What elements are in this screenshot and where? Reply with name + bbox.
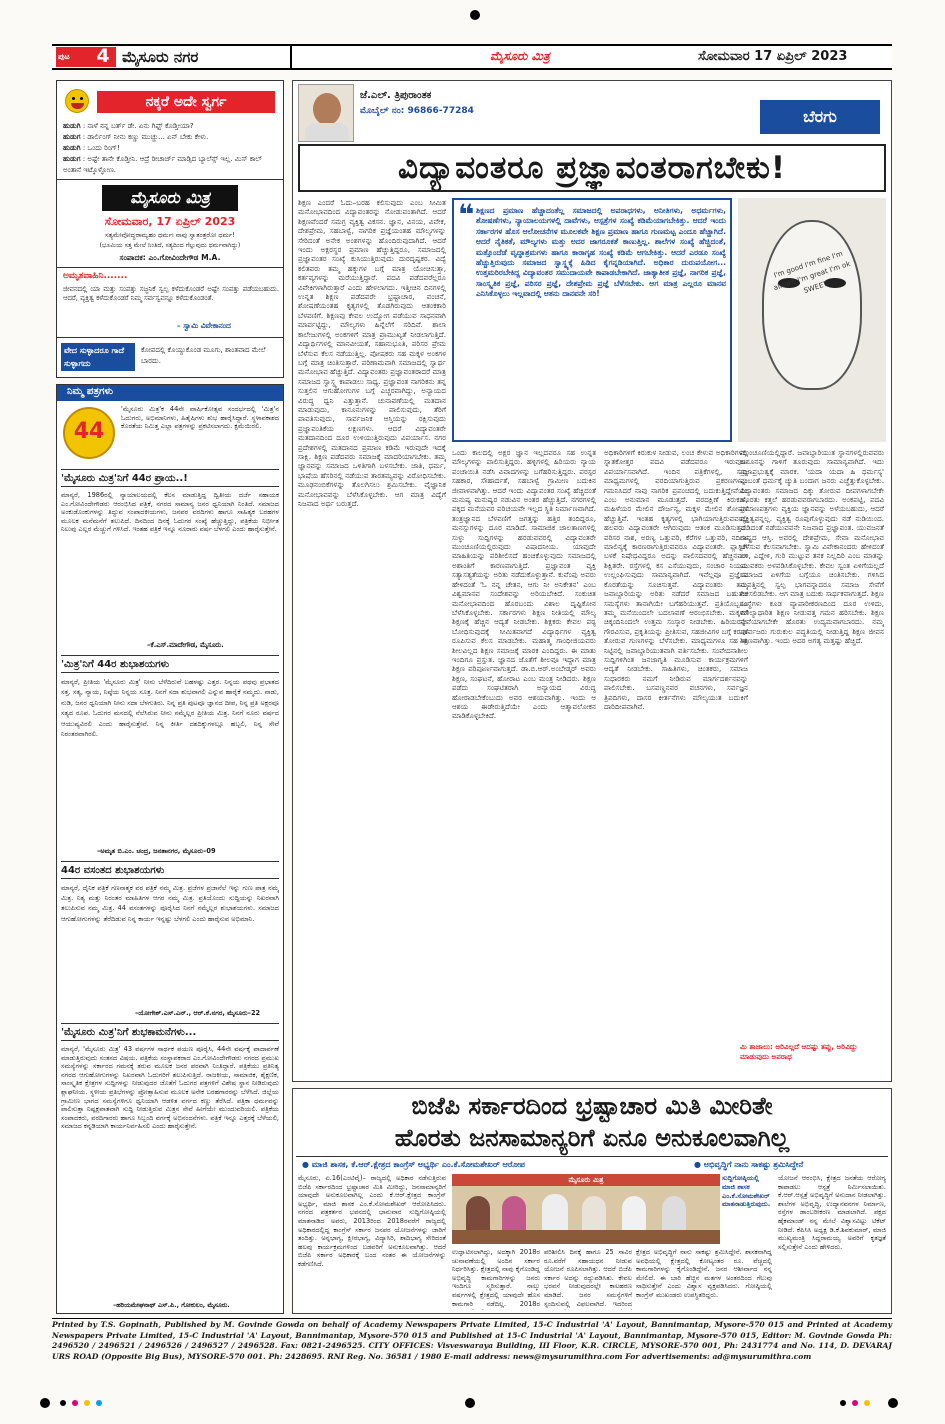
photo-banner: ಮೈಸೂರು ಮಿತ್ರ bbox=[452, 1174, 720, 1186]
letter-1-title: 'ಮೈಸೂರು ಮಿತ್ರ'ನಿಗೆ 44ರ ಪ್ರಾಯ..! bbox=[61, 469, 279, 487]
letters-section bbox=[56, 384, 284, 1314]
news-text-1: ಮೈಸೂರು, ಏ.16(ಎಂಟಿವೈ)– ರಾಜ್ಯದಲ್ಲಿ ಅಧಿಕಾರ ನಡೆಸುತ್ತಿರುವ ಬಿಜೆಪಿ ಸರ್ಕಾರದಿಂದ ಭ್ರಷ್ಟಾಚಾರ ಮಿತಿ ಮೀರಿದ್ದು, ಜನಸಾಮಾನ್ಯರಿಗೆ ಯಾವುದೇ ಅನುಕೂಲವಾಗಿಲ್ಲ ಎಂದು ಕೆ.ಆರ್.ಕ್ಷೇತ್ರದ ಕಾಂಗ್ರೆಸ್ ಅಭ್ಯರ್ಥಿ, ಮಾಜಿ ಶಾಸಕ ಎಂ.ಕೆ.ಸೋಮಶೇಖರ್ ಆರೋಪಿಸಿದರು. ನಗರದ ಪತ್ರಕರ್ತರ ಭವನದಲ್ಲಿ ಭಾನುವಾರ ಸುದ್ದಿಗೋಷ್ಠಿಯಲ್ಲಿ ಮಾತನಾಡಿದ ಅವರು, 2013ರಿಂದ 2018ರವರೆಗೆ ರಾಜ್ಯದಲ್ಲಿ ಅಧಿಕಾರದಲ್ಲಿದ್ದ ಕಾಂಗ್ರೆಸ್ ಸರ್ಕಾರ ಜನಪರ ಯೋಜನೆಗಳನ್ನು ಜಾರಿಗೆ ತಂದಿತ್ತು. ಅನ್ನಭಾಗ್ಯ, ಕ್ಷೀರಭಾಗ್ಯ, ವಿದ್ಯಾಸಿರಿ, ಶಾದಿಭಾಗ್ಯ ಸೇರಿದಂತೆ ಹಲವು ಕಾರ್ಯಕ್ರಮಗಳಿಂದ ಬಡವರಿಗೆ ಅನುಕೂಲವಾಗಿತ್ತು. ಆದರೆ ಬಿಜೆಪಿ ಸರ್ಕಾರ ಅಧಿಕಾರಕ್ಕೆ ಬಂದ ನಂತರ ಈ ಯೋಜನೆಗಳನ್ನು ಕಡೆಗಣಿಸಿದೆ. bbox=[298, 1174, 446, 1268]
quote-heading: ಅಮೃತವಾಹಿನಿ....... bbox=[63, 271, 128, 281]
header-date: ಸೋಮವಾರ 17 ಏಪ್ರಿಲ್ 2023 bbox=[698, 49, 848, 64]
mask-illustration bbox=[738, 198, 886, 442]
letter-4-body: ಮಾನ್ಯರೆ, 'ಮೈಸೂರು ಮಿತ್ರ' 43 ವರ್ಷಗಳ ಸಾರ್ಥಕ ಪಯಣ ಪೂರೈಸಿ, 44ನೇ ವರ್ಷಕ್ಕೆ ಪಾದಾರ್ಪಣೆ ಮಾಡುತ್ತಿರುವುದು ಸಂತಸದ ವಿಷಯ. ಪತ್ರಿಕೆಯ ಸಂಸ್ಥಾಪಕರಾದ ಎಂ.ಗೋವಿಂದೇಗೌಡರು ನಗರದ ಪ್ರಮುಖ ಸಮಸ್ಯೆಗಳನ್ನು ಸರ್ಕಾರದ ಗಮನಕ್ಕೆ ತರುವ ಮೂಲಕ ಜನರ ಪರವಾಗಿ ನಿಂತಿದ್ದಾರೆ. ಪತ್ರಿಕೆಯು ಪ್ರತಿನಿತ್ಯ ನಗರದ ಆಗುಹೋಗುಗಳನ್ನು ನಿಖರವಾಗಿ ಓದುಗರಿಗೆ ತಲುಪಿಸುತ್ತಿದೆ. ರಾಜಕೀಯ, ಸಾಮಾಜಿಕ, ಶೈಕ್ಷಣಿಕ, ಸಾಂಸ್ಕೃತಿಕ ಕ್ಷೇತ್ರಗಳ ಸುದ್ದಿಗಳನ್ನು ನೀಡುವುದರ ಜೊತೆಗೆ ಓದುಗರ ಪತ್ರಗಳಿಗೆ ವಿಶೇಷ ಸ್ಥಾನ ನೀಡಿರುವುದು ಶ್ಲಾಘನೀಯ. ಸ್ಥಳೀಯ ಪ್ರತಿಭೆಗಳನ್ನು ಪ್ರೋತ್ಸಾಹಿಸುವ ಮೂಲಕ ಅನೇಕ ಬರಹಗಾರರನ್ನು ಬೆಳೆಸಿದೆ. ಜಿಲ್ಲೆಯ ಗ್ರಾಮೀಣ ಭಾಗದ ಸಮಸ್ಯೆಗಳಿಗೂ ಧ್ವನಿಯಾಗಿ ಆಡಳಿತ ವರ್ಗದ ಕಣ್ಣು ತೆರೆಸಿದೆ. ಪತ್ರಿಕಾ ಧರ್ಮವನ್ನು ಪಾಲಿಸುತ್ತಾ ನಿಷ್ಪಕ್ಷಪಾತವಾಗಿ ಸುದ್ದಿ ನೀಡುತ್ತಿರುವ ಮಿತ್ರನ ಸೇವೆ ಹೀಗೆಯೇ ಮುಂದುವರಿಯಲಿ. ಪತ್ರಿಕೆಯ ಸಂಪಾದಕರು, ವರದಿಗಾರರು ಹಾಗೂ ಸಿಬ್ಬಂದಿ ವರ್ಗಕ್ಕೆ ಅಭಿನಂದನೆಗಳು. ಪತ್ರಿಕೆ ಇನ್ನೂ ಎತ್ತರಕ್ಕೆ ಬೆಳೆಯಲಿ, ಸಮಾಜದ ಕನ್ನಡಿಯಾಗಿ ಕಾರ್ಯನಿರ್ವಹಿಸಲಿ ಎಂದು ಹಾರೈಸುತ್ತೇನೆ. bbox=[61, 1045, 279, 1131]
laughing-face-icon bbox=[65, 89, 89, 113]
news-subhead-2: ● ಅಭಿವೃದ್ಧಿಗೆ ನಾನು ಸಾಕಷ್ಟು ಶ್ರಮಿಸಿದ್ದೇನೆ bbox=[694, 1160, 804, 1169]
letters-heading: ನಿಮ್ಮ ಪತ್ರಗಳು bbox=[67, 386, 114, 397]
color-registration-strip bbox=[40, 1396, 905, 1410]
logo-date: ಸೋಮವಾರ, 17 ಏಪ್ರಿಲ್ 2023 bbox=[104, 215, 236, 228]
author-mobile: ಮೊಬೈಲ್ ನಂ: 96866-77284 bbox=[360, 106, 474, 116]
joke-line: ಹುಡುಗ : ಅಷ್ಟೇ ತಾನೇ ಕೊಡ್ತೀನಿ. ಆದ್ರೆ ರೀಚಾರ್ಜ್ ಮಾಡ್ಸಿದ ಬ್ಯಾಲೆನ್ಸ್ ಇಲ್ಲ. ಮಿಸ್ ಕಾಲ್ ಅಂತಾನೆ ಇಟ್ಕೊಳ್ಳೋಣ. bbox=[63, 155, 263, 174]
column-text-1: ಶಿಕ್ಷಣ ಎಂದರೆ ಓದು–ಬರಹ ಕಲಿಸುವುದು ಎಂಬ ಸೀಮಿತ ಮನೋಭಾವದಿಂದ ವಿದ್ಯಾವಂತರನ್ನು ನೋಡುವಂತಾಗಿದೆ. ಆದರೆ ಶಿಕ್ಷಣವೆಂದರೆ ಸಮಗ್ರ ವ್ಯಕ್ತಿತ್ವ ವಿಕಸನ. ಜ್ಞಾನ, ವಿನಯ, ವಿವೇಕ, ದೇಶಪ್ರೇಮ, ಸಹಬಾಳ್ವೆ, ನಾಗರಿಕ ಪ್ರಜ್ಞೆಯಂತಹ ಮೌಲ್ಯಗಳನ್ನು ಸೇರಿದಂತೆ ಅನೇಕ ಅಂಶಗಳನ್ನು ಹೊಂದಿರುವುದಾಗಿದೆ. ಆದರೆ ಇಂದು ಅಕ್ಷರಸ್ಥರ ಪ್ರಮಾಣ ಹೆಚ್ಚುತ್ತಿದ್ದರೂ, ಸಮಾಜದಲ್ಲಿ ಪ್ರಜ್ಞಾವಂತರ ಸಂಖ್ಯೆ ಕುಸಿಯುತ್ತಿರುವುದು ದುರದೃಷ್ಟಕರ. ವಿದ್ಯೆ ಕಲಿತವರು ತಮ್ಮ ಹಕ್ಕುಗಳ ಬಗ್ಗೆ ಮಾತ್ರ ಯೋಚಿಸುತ್ತಾ, ಕರ್ತವ್ಯಗಳನ್ನು ಮರೆಯುತ್ತಿದ್ದಾರೆ. ಪದವಿ ಪಡೆದವರೆಲ್ಲರೂ ವಿವೇಕಿಗಳಾಗಿರುತ್ತಾರೆ ಎಂದು ಹೇಳಲಾಗದು. ಇತ್ತೀಚಿನ ದಿನಗಳಲ್ಲಿ ಉನ್ನತ ಶಿಕ್ಷಣ ಪಡೆದವರೇ ಭ್ರಷ್ಟಾಚಾರ, ವಂಚನೆ, ಶೋಷಣೆಯಂತಹ ಕೃತ್ಯಗಳಲ್ಲಿ ತೊಡಗಿರುವುದು ಆತಂಕಕಾರಿ ಬೆಳವಣಿಗೆ. ಶಿಕ್ಷಣವು ಕೇವಲ ಉದ್ಯೋಗ ಪಡೆಯುವ ಸಾಧನವಾಗಿ ಮಾರ್ಪಟ್ಟಿದ್ದು, ಮೌಲ್ಯಗಳು ಹಿನ್ನೆಲೆಗೆ ಸರಿದಿವೆ. ಶಾಲಾ ಕಾಲೇಜುಗಳಲ್ಲಿ ಅಂಕಗಳಿಗೆ ಮಾತ್ರ ಪ್ರಾಮುಖ್ಯತೆ ನೀಡಲಾಗುತ್ತಿದೆ. ವಿದ್ಯಾರ್ಥಿಗಳಲ್ಲಿ ಮಾನವೀಯತೆ, ಸಹಾನುಭೂತಿ, ಪರಿಸರ ಪ್ರೇಮ ಬೆಳೆಸುವ ಕೆಲಸ ನಡೆಯುತ್ತಿಲ್ಲ. ಪೋಷಕರು ಸಹ ಮಕ್ಕಳ ಅಂಕಗಳ ಬಗ್ಗೆ ಮಾತ್ರ ಚಿಂತಿಸುತ್ತಾರೆ. ಪರಿಣಾಮವಾಗಿ ಸಮಾಜದಲ್ಲಿ ಸ್ವಾರ್ಥ ಮನೋಭಾವ ಹೆಚ್ಚುತ್ತಿದೆ. ವಿದ್ಯಾವಂತರು ಪ್ರಜ್ಞಾವಂತರಾದರೆ ಮಾತ್ರ ಸಮಾಜದ ಸ್ವಾಸ್ಥ್ಯ ಕಾಪಾಡಲು ಸಾಧ್ಯ. ಪ್ರಜ್ಞಾವಂತ ನಾಗರಿಕನು ತನ್ನ ಸುತ್ತಲಿನ ಆಗುಹೋಗುಗಳ ಬಗ್ಗೆ ಎಚ್ಚರವಾಗಿದ್ದು, ಅನ್ಯಾಯದ ವಿರುದ್ಧ ಧ್ವನಿ ಎತ್ತುತ್ತಾನೆ. ಚುನಾವಣೆಯಲ್ಲಿ ಮತದಾನ ಮಾಡುವುದು, ಕಾನೂನುಗಳನ್ನು ಪಾಲಿಸುವುದು, ತೆರಿಗೆ ಪಾವತಿಸುವುದು, ಸಾರ್ವಜನಿಕ ಆಸ್ತಿಯನ್ನು ರಕ್ಷಿಸುವುದು ಪ್ರಜ್ಞಾವಂತಿಕೆಯ ಲಕ್ಷಣಗಳು. ಆದರೆ ವಿದ್ಯಾವಂತರೇ ಮತದಾನದಿಂದ ದೂರ ಉಳಿಯುತ್ತಿರುವುದು ವಿಪರ್ಯಾಸ. ನಗರ ಪ್ರದೇಶಗಳಲ್ಲಿ ಮತದಾನದ ಪ್ರಮಾಣ ಕಡಿಮೆ ಇರುವುದೇ ಇದಕ್ಕೆ ಸಾಕ್ಷಿ. ಶಿಕ್ಷಣ ಪಡೆದವರು ಸಮಾಜಕ್ಕೆ ಮಾದರಿಯಾಗಬೇಕು. ತಮ್ಮ ಜ್ಞಾನವನ್ನು ಸಮಾಜದ ಒಳಿತಿಗಾಗಿ ಬಳಸಬೇಕು. ಜಾತಿ, ಧರ್ಮ, ಭಾಷೆಯ ಹೆಸರಿನಲ್ಲಿ ನಡೆಯುವ ತಾರತಮ್ಯವನ್ನು ವಿರೋಧಿಸಬೇಕು. ಮೂಢನಂಬಿಕೆಗಳನ್ನು ತೊಲಗಿಸಲು ಶ್ರಮಿಸಬೇಕು. ವೈಜ್ಞಾನಿಕ ಮನೋಭಾವವನ್ನು ಬೆಳೆಸಿಕೊಳ್ಳಬೇಕು. ಆಗ ಮಾತ್ರ ವಿದ್ಯೆಗೆ ನಿಜವಾದ ಅರ್ಥ ಬರುತ್ತದೆ. bbox=[298, 198, 446, 508]
quote-author: – ಸ್ವಾಮಿ ವಿವೇಕಾನಂದ bbox=[177, 321, 231, 330]
proverb-text: ಕೋಪದಲ್ಲಿ ಕೊಯ್ದುಕೊಂಡ ಮೂಗು, ಶಾಂತವಾದ ಮೇಲೆ ಬಾರದು. bbox=[141, 346, 266, 365]
joke-line: ಹುಡುಗ : ಡಾರ್ಲಿಂಗ್ ನೀನು ಕಣ್ಣು ಮುಚ್ಚು... ಏನ್ ಬೇಕು ಕೇಳು. bbox=[63, 133, 209, 141]
column-text-4: ಮುಂಚೂಣಿಯಲ್ಲಿದ್ದಾರೆ. ಜವಾಬ್ದಾರಿಯುತ ಸ್ಥಾನಗಳಲ್ಲಿರುವವರು ಕಾನೂನನ್ನು ಗಾಳಿಗೆ ತೂರುವುದು ಸಾಮಾನ್ಯವಾಗಿದೆ. ಇದು ಪ್ರಜಾಪ್ರಭುತ್ವಕ್ಕೆ ಮಾರಕ. 'ಯದಾ ಯದಾ ಹಿ ಧರ್ಮಸ್ಯ' ಎಂಬಂತೆ ಧರ್ಮಕ್ಕೆ ಚ್ಯುತಿ ಬಂದಾಗ ಜನರು ಎಚ್ಚೆತ್ತುಕೊಳ್ಳಬೇಕು. ವಿದ್ಯಾವಂತರು ಸಮಾಜದ ದಿಕ್ಕು ತೋರುವ ದೀಪಗಳಾಗಬೇಕೇ ಹೊರತು ಕತ್ತಲೆ ಹರಡುವವರಾಗಬಾರದು. ಅಂಕಪಟ್ಟಿ, ಪದವಿ ಪ್ರಮಾಣಪತ್ರಗಳು ವ್ಯಕ್ತಿಯ ಜ್ಞಾನವನ್ನು ಅಳೆಯಬಹುದು, ಆದರೆ ವ್ಯಕ್ತಿತ್ವವನ್ನಲ್ಲ. ವ್ಯಕ್ತಿತ್ವ ರೂಪುಗೊಳ್ಳುವುದು ನಡೆ ನುಡಿಯಿಂದ. ನುಡಿದಂತೆ ನಡೆಯುವವನೇ ನಿಜವಾದ ಪ್ರಜ್ಞಾವಂತ. ಯುವಜನತೆ ರಾಷ್ಟ್ರದ ಆಸ್ತಿ. ಅವರಲ್ಲಿ ದೇಶಪ್ರೇಮ, ಸೇವಾ ಮನೋಭಾವ ಬೆಳೆಸುವ ಕೆಲಸವಾಗಬೇಕು. ಸ್ವಾಮಿ ವಿವೇಕಾನಂದರು ಹೇಳಿದಂತೆ ಏಳಿ, ಎದ್ದೇಳಿ, ಗುರಿ ಮುಟ್ಟುವ ತನಕ ನಿಲ್ಲದಿರಿ ಎಂಬ ಮಾತನ್ನು ಯುವಕರು ಅಳವಡಿಸಿಕೊಳ್ಳಬೇಕು. ಕೇವಲ ಸ್ವಂತ ಏಳಿಗೆಯಲ್ಲದೆ ಸಮಾಜದ ಏಳಿಗೆಯ ಬಗ್ಗೆಯೂ ಚಿಂತಿಸಬೇಕು. ಗಳಿಸಿದ ಸಂಪತ್ತಿನಲ್ಲಿ ಸ್ವಲ್ಪ ಭಾಗವನ್ನಾದರೂ ಸಮಾಜ ಸೇವೆಗೆ ಮೀಸಲಿಡಬೇಕು. ಆಗ ಮಾತ್ರ ಬದುಕು ಸಾರ್ಥಕವಾಗುತ್ತದೆ. ಶಿಕ್ಷಣ ಸಂಸ್ಥೆಗಳು ಕೂಡ ವ್ಯಾಪಾರೀಕರಣದಿಂದ ದೂರ ಉಳಿದು, ಮೌಲ್ಯಾಧಾರಿತ ಶಿಕ್ಷಣ ನೀಡುವತ್ತ ಗಮನ ಹರಿಸಬೇಕು. ಶಿಕ್ಷಣ ಸೇವೆಯಾಗಬೇಕೇ ಹೊರತು ಉದ್ಯಮವಾಗಬಾರದು. ನಮ್ಮ ಪೂರ್ವಜರು ಗುರುಕುಲ ಪದ್ಧತಿಯಲ್ಲಿ ನೀಡುತ್ತಿದ್ದ ಶಿಕ್ಷಣ ಜೀವನ ಶಿಕ್ಷಣವಾಗಿತ್ತು. ಇಂದು ಅದರ ಅಗತ್ಯ ಮತ್ತಷ್ಟು ಹೆಚ್ಚಿದೆ. bbox=[740, 448, 884, 646]
news-text-5: ಯೋಜನೆ ಆರಂಭಿಸಿ, ಕ್ಷೇತ್ರದ ಜನತೆಯ ಆರೋಗ್ಯ ಕಾಪಾಡಲು ಆಸ್ಪತ್ರೆ ನಿರ್ಮಿಸಲಾಯಿತು. ಕೆ.ಆರ್.ಆಸ್ಪತ್ರೆ ಅಭಿವೃದ್ಧಿಗೆ ಅನುದಾನ ನೀಡಲಾಗಿತ್ತು. ಶಾಲೆಗಳ ಅಭಿವೃದ್ಧಿ, ಉದ್ಯಾನವನಗಳ ನಿರ್ಮಾಣ, ರಸ್ತೆಗಳ ಡಾಂಬರೀಕರಣ ಮಾಡಲಾಗಿದೆ. ಪಕ್ಷದ ಹೈಕಮಾಂಡ್ ನನ್ನ ಮೇಲೆ ವಿಶ್ವಾಸವಿಟ್ಟು ಟಿಕೆಟ್ ನೀಡಿದೆ. ಕೆಪಿಸಿಸಿ ಅಧ್ಯಕ್ಷ ಡಿ.ಕೆ.ಶಿವಕುಮಾರ್, ಮಾಜಿ ಮುಖ್ಯಮಂತ್ರಿ ಸಿದ್ದರಾಮಯ್ಯ ಅವರಿಗೆ ಕೃತಜ್ಞತೆ ಸಲ್ಲಿಸುತ್ತೇನೆ ಎಂದು ಹೇಳಿದರು. bbox=[778, 1174, 886, 1251]
page-label: ಪುಟ bbox=[58, 52, 70, 61]
letter-1-author: –ಕೆ.ಎಸ್.ಮಾದೇಗೌಡ, ಮೈಸೂರು. bbox=[147, 641, 224, 649]
joke-dialogue bbox=[63, 121, 279, 176]
joke-line: ಹುಡುಗಿ : ನಾಳೆ ನನ್ನ ಬರ್ತ್ ಡೇ. ಏನು ಗಿಫ್ಟ್ ಕೊಡ್ತೀಯಾ? bbox=[63, 122, 194, 130]
column-text-3: ಅಧಿಕಾರಿಗಳಿಗೆ ಕಿರುಕುಳ ನೀಡುವ, ಲಂಚ ಕೇಳುವ ಅಧಿಕಾರಿಗಳಲ್ಲಿ ಸ್ನಾತಕೋತ್ತರ ಪದವಿ ಪಡೆದವರೂ ಇರುವುದು ವಿಪರ್ಯಾಸವಾಗಿದೆ. ಇಂದಿನ ಪತ್ರಿಕೆಗಳಲ್ಲಿ, ಸುದ್ದಿ ಮಾಧ್ಯಮಗಳಲ್ಲಿ ವರದಿಯಾಗುತ್ತಿರುವ ಪ್ರಕರಣಗಳನ್ನು ಗಮನಿಸಿದರೆ ನಾವು ನಾಗರಿಕ ಪ್ರಪಂಚದಲ್ಲಿ ಬದುಕುತ್ತಿದ್ದೇವೆಯೇ ಎಂಬ ಅನುಮಾನ ಮೂಡುತ್ತದೆ. ವರದಕ್ಷಿಣೆ ಕಿರುಕುಳ, ಮಹಿಳೆಯರ ಮೇಲಿನ ದೌರ್ಜನ್ಯ, ಮಕ್ಕಳ ಮೇಲಿನ ಶೋಷಣೆ ಹೆಚ್ಚುತ್ತಿವೆ. ಇಂತಹ ಕೃತ್ಯಗಳಲ್ಲಿ ಭಾಗಿಯಾಗುತ್ತಿರುವವರಲ್ಲಿ ಹಲವರು ವಿದ್ಯಾವಂತರೇ ಆಗಿರುವುದು ಆತಂಕ ಮೂಡಿಸುತ್ತದೆ. ಪರಿಸರ ನಾಶ, ಅರಣ್ಯ ಒತ್ತುವರಿ, ಕೆರೆಗಳ ಒತ್ತುವರಿ, ನದಿಗಳ ಮಾಲಿನ್ಯಕ್ಕೆ ಕಾರಣರಾಗುತ್ತಿರುವವರೂ ವಿದ್ಯಾವಂತರೇ. ಪ್ಲಾಸ್ಟಿಕ್ ಬಳಕೆ ನಿಷೇಧವಿದ್ದರೂ ಅದನ್ನು ಪಾಲಿಸದವರಲ್ಲಿ ಹೆಚ್ಚಿನವರು ಶಿಕ್ಷಿತರೇ. ರಸ್ತೆಗಳಲ್ಲಿ ಕಸ ಎಸೆಯುವುದು, ಸಂಚಾರ ನಿಯಮ ಉಲ್ಲಂಘಿಸುವುದು ಸಾಮಾನ್ಯವಾಗಿದೆ. ಇವೆಲ್ಲವೂ ಪ್ರಜ್ಞೆಯ ಕೊರತೆಯನ್ನು ಸೂಚಿಸುತ್ತವೆ. ವಿದ್ಯಾವಂತರು ತಮ್ಮ ಜವಾಬ್ದಾರಿಯನ್ನು ಅರಿತು ನಡೆದರೆ ಸಮಾಜದ ಬಹುತೇಕ ಸಮಸ್ಯೆಗಳು ತಾನಾಗಿಯೇ ಬಗೆಹರಿಯುತ್ತವೆ. ಪ್ರತಿಯೊಬ್ಬರೂ ತಮ್ಮ ಮನೆಯಿಂದಲೇ ಬದಲಾವಣೆ ಆರಂಭಿಸಬೇಕು. ಮಕ್ಕಳಿಗೆ ಚಿಕ್ಕಂದಿನಿಂದಲೇ ಉತ್ತಮ ಸಂಸ್ಕಾರ ನೀಡಬೇಕು. ಹಿರಿಯರನ್ನು ಗೌರವಿಸುವ, ಪ್ರಕೃತಿಯನ್ನು ಪ್ರೀತಿಸುವ, ಸಹಜೀವಿಗಳ ಬಗ್ಗೆ ಕರುಣೆ ತೋರುವ ಗುಣಗಳನ್ನು ಬೆಳೆಸಬೇಕು. ಮಾಧ್ಯಮಗಳೂ ಸಹ ಈ ನಿಟ್ಟಿನಲ್ಲಿ ಜವಾಬ್ದಾರಿಯುತವಾಗಿ ವರ್ತಿಸಬೇಕು. ಸಂವೇದನಾಶೀಲ ಸುದ್ದಿಗಳಿಗಿಂತ ಜನಜಾಗೃತಿ ಮೂಡಿಸುವ ಕಾರ್ಯಕ್ರಮಗಳಿಗೆ ಆದ್ಯತೆ ನೀಡಬೇಕು. ಸಾಹಿತಿಗಳು, ಚಿಂತಕರು, ಸಮಾಜ ಸುಧಾರಕರು ನಮಗೆ ನೀಡಿರುವ ಮಾರ್ಗದರ್ಶನವನ್ನು ಪಾಲಿಸಬೇಕು. ಬಸವಣ್ಣನವರ ವಚನಗಳು, ಸರ್ವಜ್ಞನ ತ್ರಿಪದಿಗಳು, ದಾಸರ ಕೀರ್ತನೆಗಳು ಮೌಲ್ಯಯುತ ಬದುಕಿಗೆ ದಾರಿದೀಪವಾಗಿವೆ. bbox=[604, 448, 748, 711]
quote-mark-icon: ❝ bbox=[458, 198, 475, 231]
mask-words: I'm good I'm fine I'm alright I'm great I'm ok SWEET bbox=[772, 249, 852, 296]
left-info-box bbox=[56, 80, 284, 378]
section-title: ಮೈಸೂರು ನಗರ bbox=[122, 48, 199, 66]
motto-line-2: (ಭೂಮಿಯ ಸತ್ತ ಮೇಲೆ ನಿಂತಿದೆ, ಸತ್ಯದಿಂದ ಗೆಲ್ಲುವುದು ಧರ್ಮವಾಗಿದ್ದು) bbox=[99, 242, 241, 249]
joke-title: ನಕ್ಕರೆ ಅದೇ ಸ್ವರ್ಗ bbox=[97, 91, 275, 113]
joke-line: ಹುಡುಗಿ : ಒಂದು ರಿಂಗ್! bbox=[63, 144, 120, 152]
letter-3-author: –ಯೋಗೇಶ್.ಎಸ್.ಎನ್., ಆರ್.ಕೆ.ನಗರ, ಮೈಸೂರು–22 bbox=[135, 1009, 261, 1017]
masthead-name: ಮೈಸೂರು ಮಿತ್ರ bbox=[490, 49, 550, 63]
column-text-2: ಒಂದು ಕಾಲದಲ್ಲಿ ಅಕ್ಷರ ಜ್ಞಾನ ಇಲ್ಲದವರೂ ಸಹ ಉನ್ನತ ಮೌಲ್ಯಗಳನ್ನು ಪಾಲಿಸುತ್ತಿದ್ದರು. ಹಳ್ಳಿಗಳಲ್ಲಿ ಹಿರಿಯರು ನ್ಯಾಯ ಪಂಚಾಯಿತಿ ನಡೆಸಿ ವಿವಾದಗಳನ್ನು ಬಗೆಹರಿಸುತ್ತಿದ್ದರು. ಪರಸ್ಪರ ಸಹಕಾರ, ಸೌಹಾರ್ದತೆ, ಸಹಬಾಳ್ವೆ ಗ್ರಾಮೀಣ ಬದುಕಿನ ಜೀವಾಳವಾಗಿತ್ತು. ಆದರೆ ಇಂದು ವಿದ್ಯಾವಂತರ ಸಂಖ್ಯೆ ಹೆಚ್ಚಿದಂತೆ ಮನುಷ್ಯ ಮನುಷ್ಯರ ನಡುವಿನ ಅಂತರ ಹೆಚ್ಚುತ್ತಿದೆ. ನಗರಗಳಲ್ಲಿ ಪಕ್ಕದ ಮನೆಯವರ ಪರಿಚಯವೇ ಇಲ್ಲದ ಸ್ಥಿತಿ ನಿರ್ಮಾಣವಾಗಿದೆ. ತಂತ್ರಜ್ಞಾನದ ಬೆಳವಣಿಗೆ ಜಗತ್ತನ್ನು ಹತ್ತಿರ ತಂದಿದ್ದರೂ, ಮನಸ್ಸುಗಳನ್ನು ದೂರ ಮಾಡಿದೆ. ಸಾಮಾಜಿಕ ಜಾಲತಾಣಗಳಲ್ಲಿ ಸುಳ್ಳು ಸುದ್ದಿಗಳನ್ನು ಹರಡುವವರಲ್ಲಿ ವಿದ್ಯಾವಂತರೇ ಮುಂಚೂಣಿಯಲ್ಲಿರುವುದು ವಿಷಾದನೀಯ. ಯಾವುದೇ ಮಾಹಿತಿಯನ್ನು ಪರಿಶೀಲಿಸದೆ ಹಂಚಿಕೊಳ್ಳುವುದು ಸಮಾಜದಲ್ಲಿ ಅಶಾಂತಿಗೆ ಕಾರಣವಾಗುತ್ತಿದೆ. ಪ್ರಜ್ಞಾವಂತ ವ್ಯಕ್ತಿ ಸತ್ಯಾಸತ್ಯತೆಯನ್ನು ಅರಿತು ನಡೆದುಕೊಳ್ಳುತ್ತಾನೆ. ಕುವೆಂಪು ಅವರು ಹೇಳಿದಂತೆ 'ಓ ನನ್ನ ಚೇತನ, ಆಗು ನೀ ಅನಿಕೇತನ' ಎಂಬ ವಿಶ್ವಮಾನವ ಸಂದೇಶವನ್ನು ಅರಿಯಬೇಕಿದೆ. ಸಂಕುಚಿತ ಮನೋಭಾವದಿಂದ ಹೊರಬಂದು ವಿಶಾಲ ದೃಷ್ಟಿಕೋನ ಬೆಳೆಸಿಕೊಳ್ಳಬೇಕು. ಸರ್ಕಾರಗಳು ಶಿಕ್ಷಣ ನೀತಿಯಲ್ಲಿ ಮೌಲ್ಯ ಶಿಕ್ಷಣಕ್ಕೆ ಹೆಚ್ಚಿನ ಆದ್ಯತೆ ನೀಡಬೇಕು. ಶಿಕ್ಷಕರು ಕೇವಲ ಪಠ್ಯ ಬೋಧಿಸುವುದಕ್ಕೆ ಸೀಮಿತವಾಗದೆ ವಿದ್ಯಾರ್ಥಿಗಳ ವ್ಯಕ್ತಿತ್ವ ರೂಪಿಸುವ ಕೆಲಸ ಮಾಡಬೇಕು. ಮಹಾತ್ಮ ಗಾಂಧೀಜಿಯವರು ಶೀಲವಿಲ್ಲದ ಶಿಕ್ಷಣ ಸಮಾಜಕ್ಕೆ ಮಾರಕ ಎಂದಿದ್ದರು. ಈ ಮಾತು ಇಂದಿಗೂ ಪ್ರಸ್ತುತ. ಜ್ಞಾನದ ಜೊತೆಗೆ ಶೀಲವೂ ಇದ್ದಾಗ ಮಾತ್ರ ಶಿಕ್ಷಣ ಪರಿಪೂರ್ಣವಾಗುತ್ತದೆ. ಡಾ.ಬಿ.ಆರ್.ಅಂಬೇಡ್ಕರ್ ಅವರು ಶಿಕ್ಷಣ, ಸಂಘಟನೆ, ಹೋರಾಟ ಎಂಬ ಮಂತ್ರ ನೀಡಿದರು. ಶಿಕ್ಷಣ ಪಡೆದು ಸಂಘಟಿತರಾಗಿ ಅನ್ಯಾಯದ ವಿರುದ್ಧ ಹೋರಾಡಬೇಕೆಂಬುದು ಅವರ ಆಶಯವಾಗಿತ್ತು. ಇಂದು ಆ ಆಶಯ ಈಡೇರುತ್ತಿದೆಯೇ ಎಂದು ಆತ್ಮಾವಲೋಕನ ಮಾಡಿಕೊಳ್ಳಬೇಕಿದೆ. bbox=[452, 448, 596, 721]
letter-3-title: 44ರ ವಸಂತದ ಶುಭಾಶಯಗಳು bbox=[61, 861, 279, 879]
top-margin bbox=[0, 0, 945, 30]
news-text-2: ಉದ್ಘಾಟಿಸಲಾಗಿದ್ದು, ಅದಕ್ಕಾಗಿ 2018ರ ಚುನಾವಣೆಯಲ್ಲಿ ಅಂದಿನ ಸರ್ಕಾರ ನಿರ್ಧರಿಸಿತ್ತು. ಕ್ಷೇತ್ರದಲ್ಲಿ ನಾವು ಕೈಗೊಂಡಿದ್ದ ಅಭಿವೃದ್ಧಿ ಕಾಮಗಾರಿಗಳನ್ನು ಜನರು ಇಂದಿಗೂ ಸ್ಮರಿಸುತ್ತಾರೆ. ನಾಲ್ಕು ವರ್ಷಗಳಲ್ಲಿ ಕ್ಷೇತ್ರದಲ್ಲಿ ಯಾವುದೇ ಹೊಸ ಕಾಮಗಾರಿ ನಡೆದಿಲ್ಲ. 2018ರ bbox=[452, 1248, 540, 1308]
news-text-3: ಪರಿಶೀಲಿಸಿ ದಿನಕ್ಕೆ ಹಾಗೂ 25 ಸಾವಿರ ರೂ.ವರೆಗೆ ಸಹಾಯಧನ ನೀಡುವ ಯೋಜನೆ ರೂಪಿಸಲಾಗಿತ್ತು. ಆದರೆ ಬಿಜೆಪಿ ಸರ್ಕಾರ ಅದನ್ನು ರದ್ದುಪಡಿಸಿತು. ಕೇವಲ ಭರವಸೆ ನೀಡುವುದರಲ್ಲೇ ಕಾಲಹರಣ ಮಾಡಿದೆ. ಜನರ ಸಮಸ್ಯೆಗಳಿಗೆ ಸ್ಪಂದಿಸುವಲ್ಲಿ ವಿಫಲವಾಗಿದೆ. ಇದರಿಂದ bbox=[544, 1248, 632, 1308]
proverb-label: ವೇದ ಸುಳ್ಳಾದರೂ ಗಾದೆ ಸುಳ್ಳಾಗದು bbox=[61, 343, 135, 371]
news-headline-2: ಹೊರತು ಜನಸಾಮಾನ್ಯರಿಗೆ ಏನೂ ಅನುಕೂಲವಾಗಿಲ್ಲ bbox=[394, 1124, 790, 1152]
letter-4-author: –ಹರಿಯಮೇಘನಾಥ್ ಎಸ್.ಪಿ., ಗೋಕುಲಂ, ಮೈಸೂರು. bbox=[113, 1301, 230, 1309]
letter-4-title: 'ಮೈಸೂರು ಮಿತ್ರ'ನಿಗೆ ಶುಭಕಾಮನೆಗಳು... bbox=[61, 1023, 279, 1041]
letter-2-body: ಮಾನ್ಯರೆ, ಪ್ರೀತಿಯ 'ಮೈಸೂರು ಮಿತ್ರ' ನೀನು ಬೆಳೆದಿರುವೆ ಬಹಳಷ್ಟು ಎತ್ತರ. ನಿನ್ನಯ ಪಥವು ಪ್ರಭಾತದ ಸತ್ತ. ಸತ್ಯ, ನ್ಯಾಯ, ನಿಷ್ಠೆಯ ನಿನ್ನಯ ಸೂತ್ರ. ನಿನಗೆ ಸದಾ ಶುಭವಾಗಲಿ ಎನ್ನುವ ಹಾರೈಕೆ ನಮ್ಮದು. ನಾಡು, ನುಡಿ, ಜನರ ಧ್ವನಿಯಾಗಿ ನೀನು ಸದಾ ಬೆಳಗುತಿರು. ನಿನ್ನ ಪ್ರತಿ ಪುಟವೂ ಜ್ಞಾನದ ದೀಪ, ನಿನ್ನ ಪ್ರತಿ ಅಕ್ಷರವೂ ಸತ್ಯದ ರೂಪ. ಓದುಗರ ಮನದಲ್ಲಿ ನೆಲೆಸಿರುವ ನೀನು ನಮ್ಮೆಲ್ಲರ ಪ್ರೀತಿಯ ಮಿತ್ರ. ನಿನಗೆ ನೂರು ವರ್ಷದ ಆಯುಷ್ಯವಿರಲಿ ಎಂದು ಹಾರೈಸುತ್ತೇವೆ. ನಿನ್ನ ಕೀರ್ತಿ ದಶದಿಕ್ಕುಗಳಲ್ಲೂ ಹಬ್ಬಲಿ, ನಿನ್ನ ಸೇವೆ ನಿರಂತರವಾಗಿರಲಿ. bbox=[61, 678, 279, 739]
letter-3-body: ಮಾನ್ಯರೆ, ದೈನಿಕ ಪತ್ರಿಕೆ ಗಣನಾತ್ಮಕ ವರ ಪತ್ರಿಕೆ ನಮ್ಮ ಮಿತ್ರ. ಪ್ರಜೆಗಳ ಪ್ರಜಾನೆಲೆ ಇನ್ನು ಗುಣ ಪಾತ್ರ ನಮ್ಮ ಮಿತ್ರ. ನಿತ್ಯ ಮತ್ತು ನಿರಂತರ ಮಾಹಿತಿಗಳ ಆಗರ ನಮ್ಮ ಮಿತ್ರ. ಪ್ರತಿಯೊಂದು ಸುದ್ದಿಯನ್ನು ನಿಖರವಾಗಿ ತಲುಪಿಸುವ ನಮ್ಮ ಮಿತ್ರ. 44 ವಸಂತಗಳನ್ನು ಪೂರೈಸಿದ ನಿನಗೆ ನಮ್ಮೆಲ್ಲರ ಶುಭಾಶಯಗಳು. ಸಮಾಜದ ಆಗುಹೋಗುಗಳನ್ನು ತೆರೆದಿಡುವ ನಿನ್ನ ಕಾರ್ಯ ಇನ್ನಷ್ಟು ಬೆಳಗಲಿ ಎಂದು ಹಾರೈಸುವ ಅಭಿಮಾನಿ. bbox=[61, 884, 279, 923]
page-number: 4 bbox=[96, 45, 110, 67]
column-footnote: ಮಿ ತಾಜಾಲು: ಅರಿವಿಲ್ಲದೆ ಆದಷ್ಟು ತಪ್ಪು, ಅರಿವಿದ್ದು ಮಾಡುವುದು ಅಪರಾಧ bbox=[740, 1042, 858, 1061]
author-name: ಜೆ.ಎಲ್. ತ್ರಿಪುರಾಂತಕ bbox=[360, 90, 432, 101]
editor-name: ಸಂಪಾದಕ: ಎಂ.ಗೋವಿಂದೇಗೌಡ M.A. bbox=[119, 253, 221, 262]
author-photo bbox=[298, 84, 354, 142]
letter-1-body: ಮಾನ್ಯರೆ, 1986ರಲ್ಲಿ ನ್ಯಾಯಾಲಯದಲ್ಲಿ ಕೆಲಸ ಮಾಡುತ್ತಿದ್ದ ದ್ವಿತೀಯ ದರ್ಜೆ ಸಹಾಯಕ ಎಂ.ಗೋವಿಂದೇಗೌಡರು ಆರಂಭಿಸಿದ ಪತ್ರಿಕೆ, ನಗರದ ಸಾಮಾನ್ಯ ಜನರ ಧ್ವನಿಯಾಗಿ ನಿಂತಿದೆ. ಸಮಾಜದ ಅಂಕುಡೊಂಕುಗಳನ್ನು ತಿದ್ದುವ ಸಂಪಾದಕೀಯಗಳು, ಜನಪರ ವರದಿಗಳು ಹಾಗೂ ಸಾಹಿತ್ಯಕ ಬರಹಗಳ ಮೂಲಕ ಮನೆಮನೆಗೆ ತಲುಪಿದೆ. ದಿನದಿಂದ ದಿನಕ್ಕೆ ಓದುಗರ ಸಂಖ್ಯೆ ಹೆಚ್ಚುತ್ತಿದ್ದು, ಪತ್ರಿಕೆಯ ನಿರ್ಭೀತ ನಿಲುವು ಎಲ್ಲರ ಮೆಚ್ಚುಗೆ ಗಳಿಸಿದೆ. ಇಂತಹ ಪತ್ರಿಕೆ ಇನ್ನೂ ನೂರಾರು ವರ್ಷ ಬೆಳಗಲಿ ಎಂದು ಹಾರೈಸುತ್ತೇನೆ. bbox=[61, 491, 279, 534]
motto-line-1: ಸತ್ಯಮೇವೋದ್ಧರಾಮ್ಯಹಂ ಧರ್ಮಃ ನಾವು ಸ್ವಾತಂತ್ರರೋ ಧರ್ಮ! bbox=[105, 231, 235, 239]
letter-2-title: 'ಮಿತ್ರ'ನಿಗೆ 44ರ ಶುಭಾಶಯಗಳು bbox=[61, 655, 279, 673]
registration-mark bbox=[470, 10, 480, 20]
photo-caption: ಸುದ್ದಿಗೋಷ್ಠಿಯಲ್ಲಿ ಮಾಜಿ ಶಾಸಕ ಎಂ.ಕೆ.ಸೋಮಶೇಖರ್ ಮಾತನಾಡುತ್ತಿರುವುದು. bbox=[722, 1174, 771, 1209]
news-text-4: ಕ್ಷೇತ್ರದ ಅಭಿವೃದ್ಧಿಗೆ ನಾನು ಸಾಕಷ್ಟು ಶ್ರಮಿಸಿದ್ದೇನೆ. ಶಾಸಕನಾಗಿದ್ದ ಅವಧಿಯಲ್ಲಿ ಕ್ಷೇತ್ರದಲ್ಲಿ ಕೋಟ್ಯಂತರ ರೂ. ವೆಚ್ಚದಲ್ಲಿ ಕಾಮಗಾರಿಗಳನ್ನು ಕೈಗೊಂಡಿದ್ದೇನೆ. ಜನರ ಆಶೀರ್ವಾದ ನನ್ನ ಮೇಲಿದೆ. ಈ ಬಾರಿ ಹೆಚ್ಚಿನ ಮತಗಳ ಅಂತರದಿಂದ ಗೆಲುವು ಸಾಧಿಸುತ್ತೇನೆ ಎಂದು ವಿಶ್ವಾಸ ವ್ಯಕ್ತಪಡಿಸಿದರು. ಗೋಷ್ಠಿಯಲ್ಲಿ ಕಾಂಗ್ರೆಸ್ ಮುಖಂಡರು ಉಪಸ್ಥಿತರಿದ್ದರು. bbox=[636, 1248, 772, 1299]
letters-intro: 'ಮೈಸೂರು ಮಿತ್ರ'ಕ 44ನೇ ವಾರ್ಷಿಕೋತ್ಸವ ಸಂದರ್ಭದಲ್ಲಿ 'ಮಿತ್ರ'ನ ಓದುಗರು, ಅಭಿಮಾನಿಗಳು, ಹಿತೈಷಿಗಳು ಶುಭ ಹಾರೈಸಿದ್ದಾರೆ. ಸ್ಥಳಾವಕಾಶದ ಕೊರತೆಯ ನಿಮಿತ್ತ ಎಲ್ಲಾ ಪತ್ರಗಳನ್ನು ಪ್ರಕಟಿಸಲಾಗದು. ಕ್ಷಮೆಯಿರಲಿ. bbox=[121, 405, 279, 431]
column-tag: ಬೆರಗು bbox=[760, 100, 880, 134]
letter-2-author: –ಅಮೃತ ಬಿ.ಎಂ. ಚಂದ್ರ, ಜನತಾನಗರ, ಮೈಸೂರು–09 bbox=[97, 847, 216, 855]
newspaper-logo: ಮೈಸೂರು ಮಿತ್ರ bbox=[102, 185, 238, 211]
news-subhead-1: ● ಮಾಜಿ ಶಾಸಕ, ಕೆ.ಆರ್.ಕ್ಷೇತ್ರದ ಕಾಂಗ್ರೆಸ್ ಅಭ್ಯರ್ಥಿ ಎಂ.ಕೆ.ಸೋಮಶೇಖರ್ ಆರೋಪ bbox=[302, 1160, 525, 1169]
anniversary-number: 44 bbox=[73, 419, 105, 444]
imprint-line: Printed by T.S. Gopinath, Published by M. Govinde Gowda on behalf of Academy Newspapers Private Limited, 15-C Industrial 'A' Layout, Bannimantap, Mysore-570 015 and Printed at Academy Newspapers Private Limited, 15-C Industrial 'A' Layout, Bannimantap, Mysore-570 015 and Published at 15-C Industrial 'A' Layout, Bannimantap, Mysore-570 015, Editor: M. Govinde Gowda Ph: 2496520 / 2496521 / 2496526 / 2496527 / 2496528. Fax: 0821-2496525. CITY OFFICES: Visveswaraya Building, III Floor, K.R. CIRCLE, MYSORE-570 001, Ph: 2431774 and No. 114, D. DEVARAJ URS ROAD (Opposite Big Bus), MYSORE-570 001. Ph: 2428695. RNI Reg. No. 36581 / 1980 E-mail address: news@mysurumithra.com For advertisements: ad@mysurumithra.com bbox=[52, 1320, 892, 1361]
press-meet-photo bbox=[452, 1174, 720, 1244]
quote-text: ಜೀವನದಲ್ಲಿ ಯಾ ಮತ್ತು ಸಂಪತ್ತು ಸಜ್ಜನಿಕೆ ಸ್ವಲ್ಪ ಕಳೆದುಕೊಂಡರೆ ಅಷ್ಟೇ ಸಂಪತ್ತು ಪಡೆಯಬಹುದು. ಆದರೆ, ವ್ಯಕ್ತಿತ್ವ ಕಳೆದುಕೊಂಡರೆ ನಿಮ್ಮ ಸರ್ವಸ್ವವನ್ನೂ ಕಳೆದುಕೊಂಡಂತೆ. bbox=[63, 285, 279, 302]
pull-quote-text: ಶಿಕ್ಷಣದ ಪ್ರಮಾಣ ಹೆಚ್ಚಾದಂತೆಲ್ಲ ಸಮಾಜದಲ್ಲಿ ಅಪರಾಧಗಳು, ಅನೀತಿಗಳು, ಅಧರ್ಮಗಳು, ಶೋಷಣೆಗಳು, ನ್ಯಾಯಾಲಯಗಳಲ್ಲಿ ದಾವೆಗಳು, ಆಸ್ಪತ್ರೆಗಳ ಸಂಖ್ಯೆ ಕಡಿಮೆಯಾಗಬೇಕಿತ್ತು. ಆದರೆ ಇಂದು ಸರ್ಕಾರಗಳ ಹೊಸ ಆಲೋಚನೆಗಳ ಮೂಲಕವೇ ಶಿಕ್ಷಣ ಪ್ರಮಾಣ ಹಾಗೂ ಗುಣಮಟ್ಟ ಎಂದೂ ಹೆಚ್ಚಾಗಿದೆ. ಆದರೆ ನೈತಿಕತೆ, ಮೌಲ್ಯಗಳು ಮತ್ತು ಅದರ ಜಾಗರೂಕತೆ ಕಾಣುತ್ತಿಲ್ಲ. ಶಾಲೆಗಳ ಸಂಖ್ಯೆ ಹೆಚ್ಚಿದಂತೆ, ಮತ್ತೊಂದೆಡೆ ವೃದ್ಧಾಶ್ರಮಗಳು ಹಾಗೂ ಕಾರಾಗೃಹ ಸಂಖ್ಯೆ ಕಡಿಮೆ ಆಗಬೇಕಿತ್ತು. ಆದರೆ ಎರಡೂ ಸಂಖ್ಯೆ ಹೆಚ್ಚುತ್ತಿರುವುದು ಸಮಾಜದ ಸ್ವಾಸ್ಥ್ಯಕ್ಕೆ ಹಿಡಿದ ಕೈಗನ್ನಡಿಯಾಗಿದೆ. ಅಧಿಕಾರ ದುರುಪಯೋಗ... ಉತ್ತಮರಿರಬೇಕಿದ್ದ ವಿದ್ಯಾವಂತರ ಸಮುದಾಯವೇ ಕಾಪಾಡಬೇಕಾಗಿದೆ. ಜಾತ್ಯಾತೀತ ಪ್ರಜ್ಞೆ, ನಾಗರಿಕ ಪ್ರಜ್ಞೆ, ಸಾಂಸ್ಕೃತಿಕ ಪ್ರಜ್ಞೆ, ಪರಿಸರ ಪ್ರಜ್ಞೆ, ದೇಶಪ್ರೇಮ ಪ್ರಜ್ಞೆ ಬೆಳೆಸಬೇಕು. ಆಗ ಮಾತ್ರ ಎಲ್ಲರೂ ಮಾನವ ಎನಿಸಿಕೊಳ್ಳಲು ಇಲ್ಲವಾದಲ್ಲಿ ಆತನು ದಾನವನೇ ಸರಿ! bbox=[476, 206, 726, 299]
news-headline-1: ಬಿಜೆಪಿ ಸರ್ಕಾರದಿಂದ ಭ್ರಷ್ಟಾಚಾರ ಮಿತಿ ಮೀರಿತೇ bbox=[411, 1092, 773, 1120]
column-headline: ವಿದ್ಯಾವಂತರೂ ಪ್ರಜ್ಞಾವಂತರಾಗಬೇಕು! bbox=[298, 144, 886, 192]
header-divider bbox=[290, 44, 292, 70]
